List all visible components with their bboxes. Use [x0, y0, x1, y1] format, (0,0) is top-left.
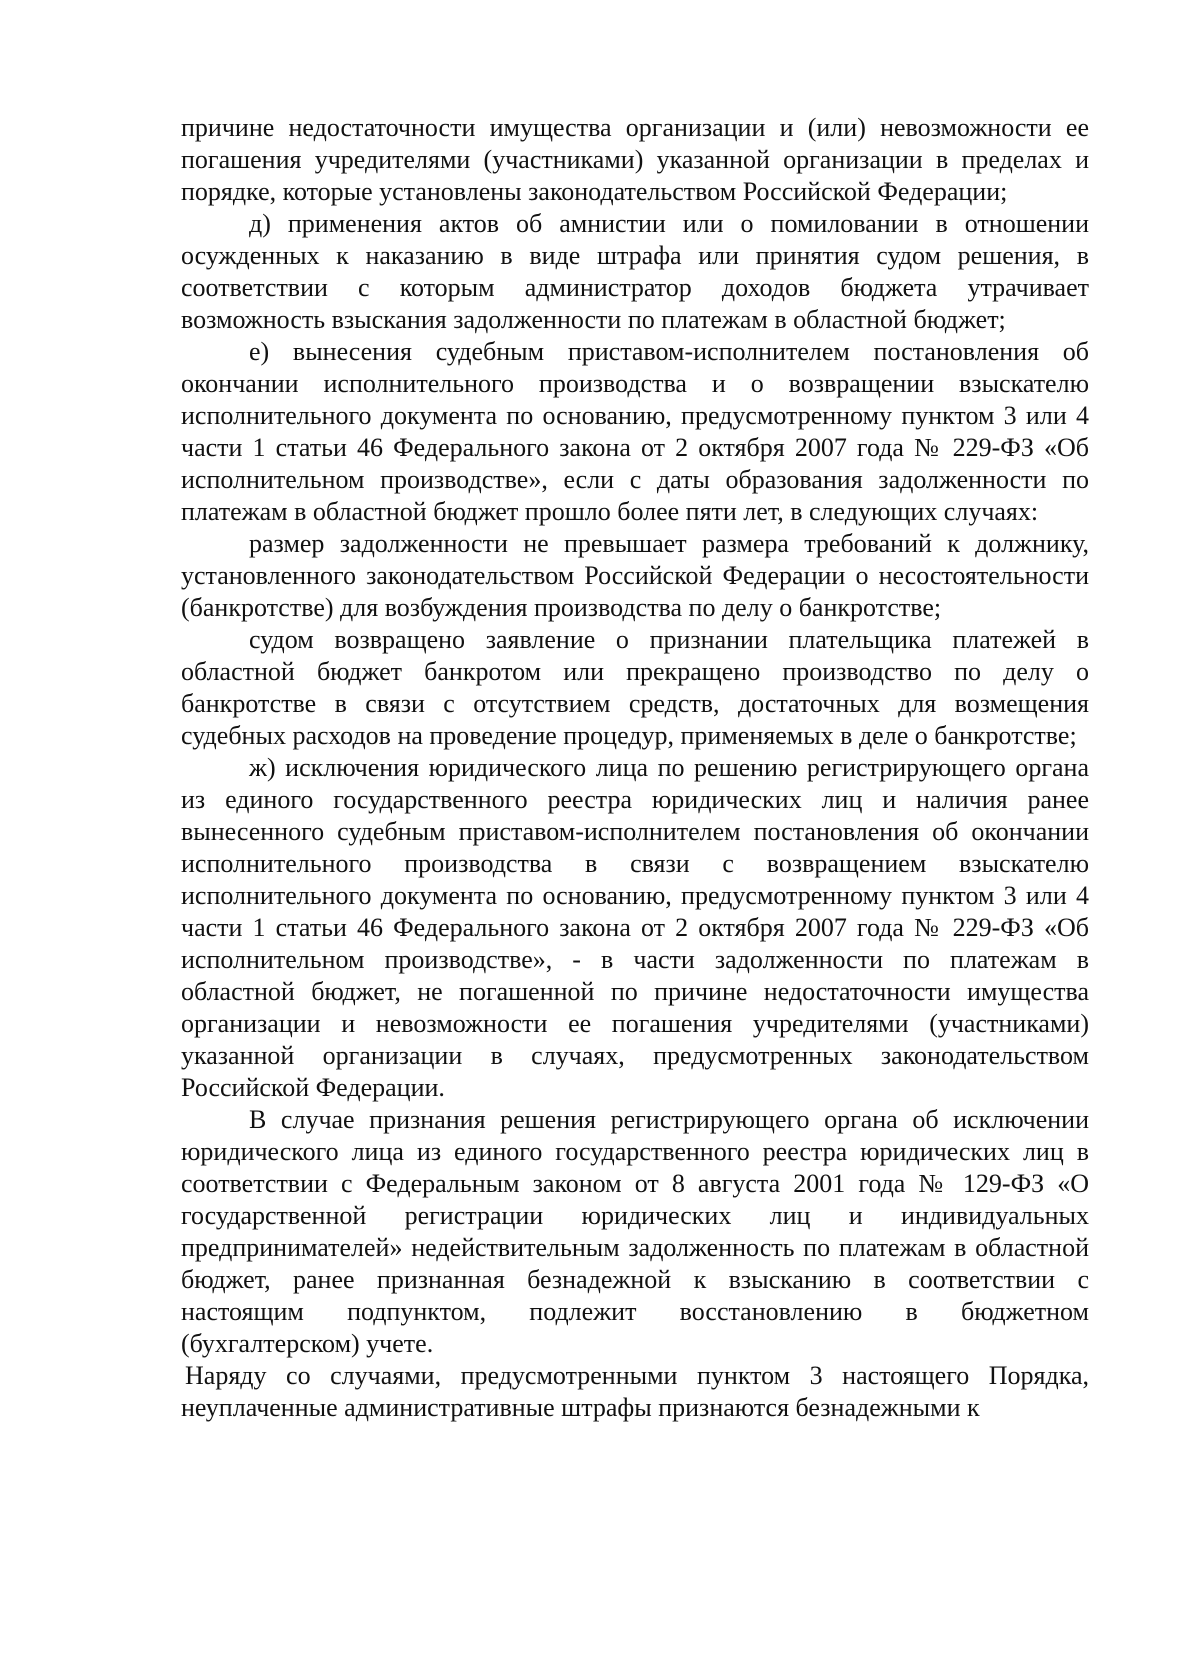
paragraph-item-e: е) вынесения судебным приставом-исполнителем постановления об окончании исполнительного производства и о возвращении взыскателю исполнительного документа по основанию, предусмотренному пунктом 3 или 4 части 1 статьи 46 Федерального закона от 2 октября 2007 года № 229-ФЗ «Об исполнительном производстве», если с даты образования задолженности по платежам в областной бюджет прошло более пяти лет, в следующих случаях:	[181, 337, 1089, 526]
paragraph-case-court-returned: судом возвращено заявление о признании плательщика платежей в областной бюджет банкротом или прекращено производство по делу о банкротстве в связи с отсутствием средств, достаточных для возмещения судебных расходов на проведение процедур, применяемых в деле о банкротстве;	[181, 625, 1089, 750]
paragraph-registration-invalid: В случае признания решения регистрирующего органа об исключении юридического лица из единого государственного реестра юридических лиц в соответствии с Федеральным законом от 8 августа 2001 года № 129-ФЗ «О государственной регистрации юридических лиц и индивидуальных предпринимателей» недействительным задолженность по платежам в областной бюджет, ранее признанная безнадежной к взысканию в соответствии с настоящим подпунктом, подлежит восстановлению в бюджетном (бухгалтерском) учете.	[181, 1105, 1089, 1358]
paragraph-item-d: д) применения актов об амнистии или о помиловании в отношении осужденных к наказанию в виде штрафа или принятия судом решения, в соответствии с которым администратор доходов бюджета утрачивает возможность взыскания задолженности по платежам в областной бюджет;	[181, 209, 1089, 334]
paragraph-continuation: причине недостаточности имущества организации и (или) невозможности ее погашения учредителями (участниками) указанной организации в пределах и порядке, которые установлены законодательством Российской Федерации;	[181, 113, 1089, 206]
paragraph-item-zh: ж) исключения юридического лица по решению регистрирующего органа из единого государственного реестра юридических лиц и наличия ранее вынесенного судебным приставом-исполнителем постановления об окончании исполнительного производства в связи с возвращением взыскателю исполнительного документа по основанию, предусмотренному пунктом 3 или 4 части 1 статьи 46 Федерального закона от 2 октября 2007 года № 229-ФЗ «Об исполнительном производстве», - в части задолженности по платежам в областной бюджет, не погашенной по причине недостаточности имущества организации и невозможности ее погашения учредителями (участниками) указанной организации в случаях, предусмотренных законодательством Российской Федерации.	[181, 753, 1089, 1102]
document-body	[181, 112, 1089, 1424]
paragraph-administrative-fines: Наряду со случаями, предусмотренными пунктом 3 настоящего Порядка, неуплаченные административные штрафы признаются безнадежными к	[181, 1361, 1089, 1422]
paragraph-case-debt-size: размер задолженности не превышает размера требований к должнику, установленного законодательством Российской Федерации о несостоятельности (банкротстве) для возбуждения производства по делу о банкротстве;	[181, 529, 1089, 622]
